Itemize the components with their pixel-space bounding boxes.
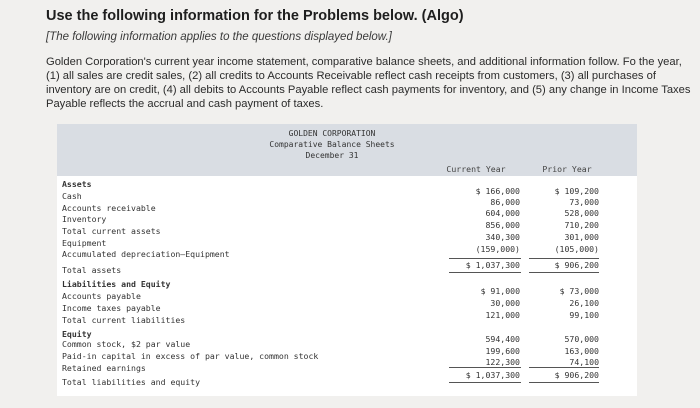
row-label-retained-earnings: Retained earnings: [62, 363, 146, 373]
row-label-accounts-receivable: Accounts receivable: [62, 203, 156, 213]
subtotal-rule-current-equity: [449, 367, 521, 368]
value-current-common-stock: 594,400: [485, 334, 520, 344]
total-rule-current-assets: [449, 272, 521, 273]
value-prior-inventory: 528,000: [564, 208, 599, 218]
problem-heading: Use the following information for the Problems below. (Algo): [46, 8, 464, 24]
value-current-cash: $ 166,000: [475, 186, 520, 196]
value-prior-total-current-liabilities: 99,100: [569, 310, 599, 320]
value-prior-income-taxes-payable: 26,100: [569, 298, 599, 308]
row-label-total-current-assets: Total current assets: [62, 226, 161, 236]
value-prior-total-assets: $ 906,200: [554, 260, 599, 270]
total-rule-prior-assets: [529, 272, 599, 273]
total-rule-prior-equity: [529, 382, 599, 383]
row-label-total-liabilities-equity: Total liabilities and equity: [62, 377, 201, 387]
row-label-cash: Cash: [62, 191, 82, 201]
row-label-inventory: Inventory: [62, 214, 107, 224]
column-header-prior-year: Prior Year: [542, 164, 592, 174]
value-current-inventory: 604,000: [485, 208, 520, 218]
statement-name: Comparative Balance Sheets: [269, 140, 395, 149]
balance-sheet-table: [57, 124, 637, 396]
row-label-income-taxes-payable: Income taxes payable: [62, 303, 161, 313]
row-label-accumulated-depreciation: Accumulated depreciation—Equipment: [62, 249, 230, 259]
value-prior-accumulated-depreciation: (105,000): [554, 244, 599, 254]
value-current-accounts-receivable: 86,000: [490, 197, 520, 207]
value-prior-accounts-payable: $ 73,000: [559, 286, 599, 296]
value-prior-common-stock: 570,000: [564, 334, 599, 344]
problem-note: [The following information applies to the questions displayed below.]: [46, 31, 392, 43]
section-label-equity: Equity: [62, 329, 92, 339]
row-label-accounts-payable: Accounts payable: [62, 291, 141, 301]
value-current-equipment: 340,300: [485, 232, 520, 242]
value-prior-retained-earnings: 74,100: [569, 357, 599, 367]
row-label-common-stock: Common stock, $2 par value: [62, 339, 191, 349]
value-current-total-current-assets: 856,000: [485, 220, 520, 230]
subtotal-rule-prior-assets: [529, 258, 599, 259]
problem-intro-text: Golden Corporation's current year income statement, comparative balance sheets, and additional information follow. Fo the year, (1) all sales are credit sales, (2) all credits to Accounts Receivable reflect cash receipts from customers, (3) all purchases of inventory are on credit, (4) all debits to Accounts Payable reflect cash payments for inventory, and (5) any change in Income Taxes Payable reflects the accrual and cash payment of taxes.: [46, 56, 691, 110]
value-prior-equipment: 301,000: [564, 232, 599, 242]
value-current-paid-in-capital: 199,600: [485, 346, 520, 356]
statement-date: December 31: [305, 151, 359, 160]
row-label-total-assets: Total assets: [62, 265, 122, 275]
row-label-total-current-liabilities: Total current liabilities: [62, 315, 186, 325]
value-prior-total-current-assets: 710,200: [564, 220, 599, 230]
subtotal-rule-current-assets: [449, 258, 521, 259]
value-current-accumulated-depreciation: (159,000): [475, 244, 520, 254]
section-label-liabilities-equity: Liabilities and Equity: [62, 279, 171, 289]
value-prior-accounts-receivable: 73,000: [569, 197, 599, 207]
row-label-paid-in-capital: Paid-in capital in excess of par value, common stock: [62, 351, 319, 361]
value-current-income-taxes-payable: 30,000: [490, 298, 520, 308]
value-current-total-liabilities-equity: $ 1,037,300: [465, 370, 520, 380]
value-current-accounts-payable: $ 91,000: [480, 286, 520, 296]
value-prior-total-liabilities-equity: $ 906,200: [554, 370, 599, 380]
row-label-equipment: Equipment: [62, 238, 107, 248]
value-current-total-assets: $ 1,037,300: [465, 260, 520, 270]
value-current-total-current-liabilities: 121,000: [485, 310, 520, 320]
section-label-assets: Assets: [62, 179, 92, 189]
value-prior-cash: $ 109,200: [554, 186, 599, 196]
value-current-retained-earnings: 122,300: [485, 357, 520, 367]
company-name: GOLDEN CORPORATION: [288, 129, 376, 138]
column-header-current-year: Current Year: [446, 164, 506, 174]
total-rule-current-equity: [449, 382, 521, 383]
subtotal-rule-prior-equity: [529, 367, 599, 368]
value-prior-paid-in-capital: 163,000: [564, 346, 599, 356]
